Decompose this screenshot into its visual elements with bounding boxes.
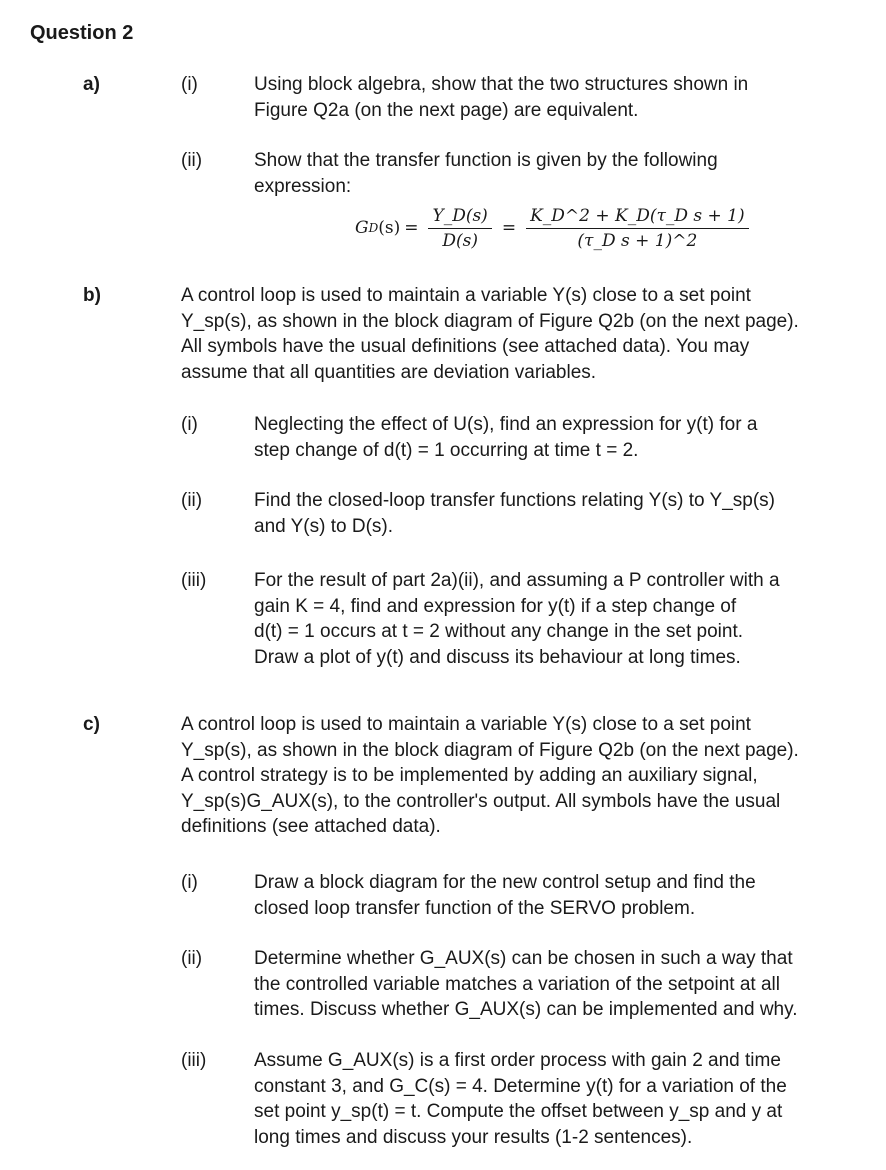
part-c-label: c)	[83, 714, 100, 735]
part-b-intro	[181, 283, 868, 385]
text-line: Using block algebra, show that the two structures shown in	[254, 74, 749, 95]
text-line: Y_sp(s)G_AUX(s), to the controller's output. All symbols have the usual	[181, 790, 781, 812]
part-c-intro	[181, 712, 868, 840]
part-a-i-text	[254, 72, 868, 123]
text-line: For the result of part 2a)(ii), and assuming a P controller with a	[254, 570, 780, 591]
text-line: gain K = 4, find and expression for y(t) if a step change of	[254, 595, 737, 617]
text-line: All symbols have the usual definitions (see attached data). You may	[181, 336, 750, 357]
equation-lhs: G	[355, 218, 369, 238]
part-c-ii-text	[254, 946, 868, 1023]
text-line: A control loop is used to maintain a variable Y(s) close to a set point	[181, 714, 751, 735]
part-a-ii-label: (ii)	[181, 150, 203, 171]
part-a-label: a)	[83, 74, 100, 95]
text-line: constant 3, and G_C(s) = 4. Determine y(t) for a variation of the	[254, 1075, 787, 1097]
text-line: Figure Q2a (on the next page) are equivalent.	[254, 99, 639, 121]
part-b-iii-label: (iii)	[181, 570, 207, 591]
text-line: set point y_sp(t) = t. Compute the offset between y_sp and y at	[254, 1101, 783, 1122]
text-line: definitions (see attached data).	[181, 816, 441, 837]
text-line: Draw a plot of y(t) and discuss its behaviour at long times.	[254, 646, 741, 668]
text-line: step change of d(t) = 1 occurring at time t = 2.	[254, 439, 639, 461]
text-line: A control strategy is to be implemented by adding an auxiliary signal,	[181, 765, 758, 786]
text-line: Show that the transfer function is given by the following	[254, 150, 718, 171]
part-b-i-label: (i)	[181, 414, 198, 435]
text-line: Assume G_AUX(s) is a first order process with gain 2 and time	[254, 1050, 781, 1071]
text-line: Y_sp(s), as shown in the block diagram of Figure Q2b (on the next page).	[181, 739, 799, 761]
text-line: Draw a block diagram for the new control setup and find the	[254, 872, 756, 893]
text-line: assume that all quantities are deviation variables.	[181, 361, 597, 383]
text-line: closed loop transfer function of the SERVO problem.	[254, 897, 696, 919]
question-title: Question 2	[30, 22, 134, 44]
text-line: and Y(s) to D(s).	[254, 515, 394, 537]
text-line: A control loop is used to maintain a variable Y(s) close to a set point	[181, 285, 751, 306]
part-a-i-label: (i)	[181, 74, 198, 95]
text-line: Find the closed-loop transfer functions relating Y(s) to Y_sp(s)	[254, 490, 775, 511]
fraction-denominator: (τ_D s + 1)^2	[577, 230, 698, 251]
part-c-ii-label: (ii)	[181, 948, 203, 969]
equation-fraction-1	[428, 206, 491, 251]
fraction-numerator: K_D^2 + K_D(τ_D s + 1)	[526, 206, 749, 229]
part-b-ii-label: (ii)	[181, 490, 203, 511]
transfer-function-equation: G D (s) = $\frac{Y\_D(s)}{D(s)}$ = $\frac{\text{K\_D\textasciicircum{}2 + K\_D(τ\_D s + 1)}}{\text{(τ\_D s + 1)\textasciicircum{}2}}$	[355, 198, 755, 258]
part-b-label: b)	[83, 285, 101, 306]
text-line: Neglecting the effect of U(s), find an expression for y(t) for a	[254, 414, 758, 435]
text-line: the controlled variable matches a variation of the setpoint at all	[254, 973, 780, 995]
part-c-i-label: (i)	[181, 872, 198, 893]
equation-lhs-sub: D	[368, 221, 379, 235]
part-b-i-text	[254, 412, 868, 463]
text-line: long times and discuss your results (1-2 sentences).	[254, 1126, 693, 1148]
text-line: Y_sp(s), as shown in the block diagram of Figure Q2b (on the next page).	[181, 310, 799, 332]
fraction-numerator: Y_D(s)	[428, 206, 491, 229]
equation-lhs-arg: (s)	[378, 218, 401, 238]
text-line: times. Discuss whether G_AUX(s) can be implemented and why.	[254, 999, 798, 1020]
text-line: Determine whether G_AUX(s) can be chosen in such a way that	[254, 948, 793, 969]
part-c-iii-text	[254, 1048, 868, 1150]
fraction-denominator: D(s)	[442, 230, 478, 251]
part-a-ii-text	[254, 148, 868, 199]
text-line: expression:	[254, 175, 352, 197]
part-c-iii-label: (iii)	[181, 1050, 207, 1071]
part-c-i-text	[254, 870, 868, 921]
part-b-ii-text	[254, 488, 868, 539]
text-line: d(t) = 1 occurs at t = 2 without any change in the set point.	[254, 621, 744, 642]
part-b-iii-text	[254, 568, 868, 670]
equation-fraction-2	[526, 206, 749, 251]
